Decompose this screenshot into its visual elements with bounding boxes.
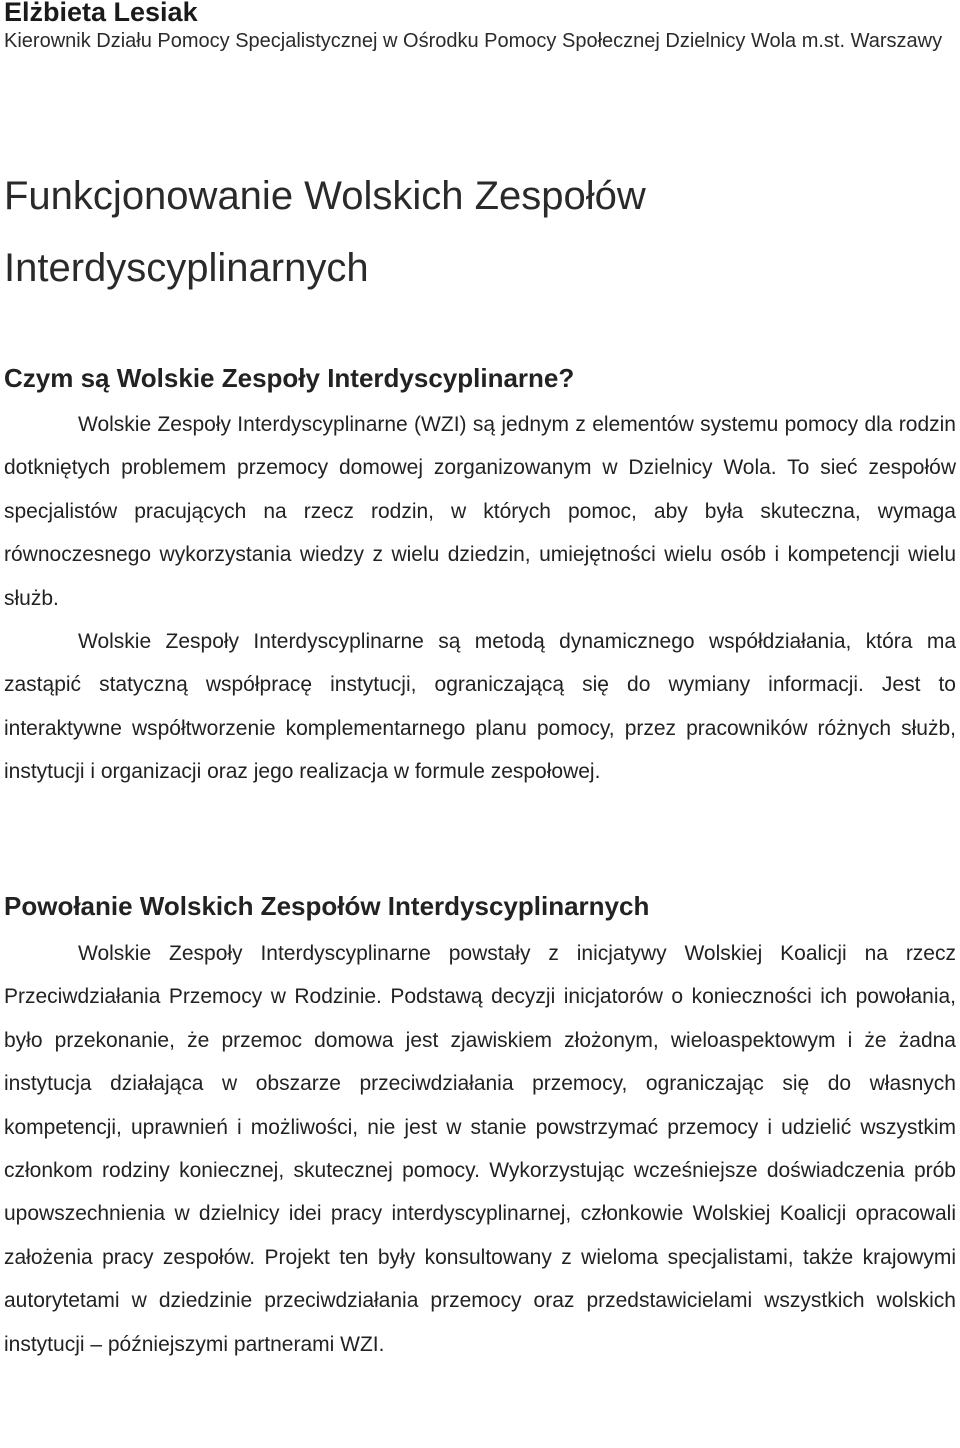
section-heading-establishment: Powołanie Wolskich Zespołów Interdyscyplinarnych	[4, 891, 650, 921]
page-title: Funkcjonowanie Wolskich Zespołów Interdyscyplinarnych	[4, 174, 646, 290]
author-name: Elżbieta Lesiak	[4, 0, 198, 27]
paragraph-text: Wolskie Zespoły Interdyscyplinarne powstały z inicjatywy Wolskiej Koalicji na rzecz Przeciwdziałania Przemocy w Rodzinie. Podstawą decyzji inicjatorów o konieczności ich powołania, było przekonanie, że przemoc domowa jest zjawiskiem złożonym, wieloaspektowym i że żadna instytucja działająca w obszarze przeciwdziałania przemocy, ograniczając się do własnych kompetencji, uprawnień i możliwości, nie jest w stanie powstrzymać przemocy i udzielić wszystkim członkom rodziny koniecznej, skutecznej pomocy. Wykorzystując wcześniejsze doświadczenia prób upowszechnienia w dzielnicy idei pracy interdyscyplinarnej, członkowie Wolskiej Koalicji opracowali założenia pracy zespołów. Projekt ten były konsultowany z wieloma specjalistami, także krajowymi autorytetami w dziedzinie przeciwdziałania przemocy oraz przedstawicielami wszystkich wolskich instytucji – późniejszymi partnerami WZI.	[4, 942, 956, 1356]
paragraph-text: Wolskie Zespoły Interdyscyplinarne (WZI) są jednym z elementów systemu pomocy dla rodzin dotkniętych problemem przemocy domowej zorganizowanym w Dzielnicy Wola. To sieć zespołów specjalistów pracujących na rzecz rodzin, w których pomoc, aby była skuteczna, wymaga równoczesnego wykorzystania wiedzy z wielu dziedzin, umiejętności wielu osób i kompetencji wielu służb.	[4, 413, 956, 610]
paragraph-text: Wolskie Zespoły Interdyscyplinarne są metodą dynamicznego współdziałania, która ma zastąpić statyczną współpracę instytucji, ograniczającą się do wymiany informacji. Jest to interaktywne współtworzenie komplementarnego planu pomocy, przez pracowników różnych służb, instytucji i organizacji oraz jego realizacja w formule zespołowej.	[4, 630, 956, 784]
section-heading-what-are-wzi: Czym są Wolskie Zespoły Interdyscyplinarne?	[4, 363, 575, 393]
author-role: Kierownik Działu Pomocy Specjalistycznej w Ośrodku Pomocy Społecznej Dzielnicy Wola m.st. Warszawy	[4, 30, 943, 52]
paragraph	[4, 620, 956, 794]
paragraph	[4, 403, 956, 620]
paragraph	[4, 932, 956, 1366]
